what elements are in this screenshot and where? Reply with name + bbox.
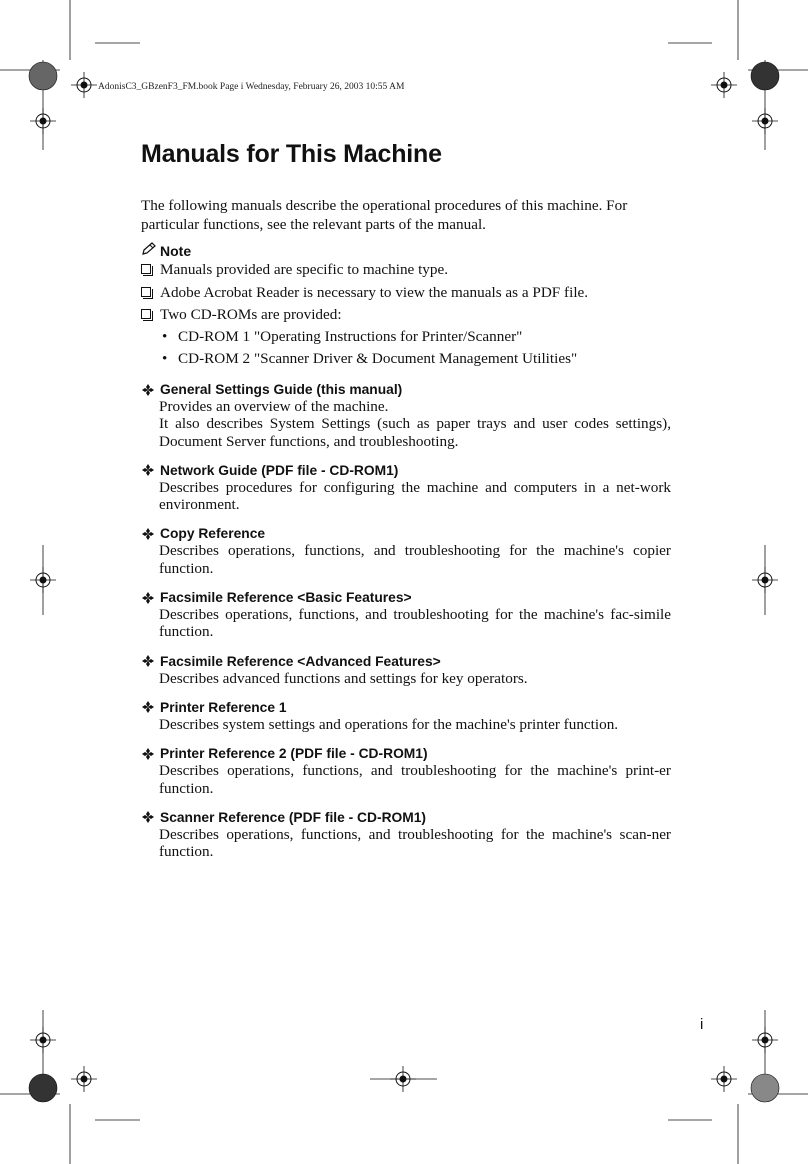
cd-rom-item: • CD-ROM 2 "Scanner Driver & Document Management Utilities" xyxy=(160,349,671,368)
note-heading xyxy=(141,242,191,259)
manual-entry xyxy=(141,589,671,641)
manual-description: Describes operations, functions, and troubleshooting for the machine's scan-ner function. xyxy=(159,825,671,861)
note-item: Adobe Acrobat Reader is necessary to view the manuals as a PDF file. xyxy=(141,283,671,302)
manual-title: Facsimile Reference <Basic Features> xyxy=(160,590,412,606)
page-number: i xyxy=(700,1016,704,1033)
manual-title: Scanner Reference (PDF file - CD-ROM1) xyxy=(160,809,427,825)
manual-title: General Settings Guide (this manual) xyxy=(160,382,403,397)
manual-description: Provides an overview of the machine. It also describes System Settings (such as paper trays and user codes settings), Document Server functions, and troubleshooting. xyxy=(159,398,671,450)
manual-entry xyxy=(141,699,671,733)
pencil-icon xyxy=(141,242,157,259)
manual-list xyxy=(141,381,671,872)
print-slug: AdonisC3_GBzenF3_FM.book Page i Wednesday, February 26, 2003 10:55 AM xyxy=(98,82,405,92)
manual-description: Describes operations, functions, and troubleshooting for the machine's fac-simile function. xyxy=(159,606,671,641)
checkbox-bullet-icon xyxy=(141,287,151,297)
note-list xyxy=(141,260,671,372)
manual-entry xyxy=(141,809,671,861)
manual-entry xyxy=(141,462,671,514)
diamond-bullet-icon xyxy=(141,527,155,541)
manual-description: Describes operations, functions, and troubleshooting for the machine's print-er function. xyxy=(159,762,671,797)
note-item: Manuals provided are specific to machine type. xyxy=(141,260,671,279)
manual-description: Describes advanced functions and settings for key operators. xyxy=(159,669,528,687)
checkbox-bullet-icon xyxy=(141,264,151,274)
diamond-bullet-icon xyxy=(141,383,155,397)
manual-title: Network Guide (PDF file - CD-ROM1) xyxy=(160,462,399,478)
diamond-bullet-icon xyxy=(141,463,155,477)
diamond-bullet-icon xyxy=(141,591,155,605)
manual-description: Describes system settings and operations for the machine's printer function. xyxy=(159,715,619,733)
diamond-bullet-icon xyxy=(141,700,155,714)
cd-rom-list xyxy=(160,327,671,368)
manual-description: Describes procedures for configuring the machine and computers in a net-work environment. xyxy=(159,478,671,514)
checkbox-bullet-icon xyxy=(141,309,151,319)
intro-paragraph: The following manuals describe the operational procedures of this machine. For particular functions, see the relevant parts of the manual. xyxy=(141,197,628,233)
manual-description: Describes operations, functions, and troubleshooting for the machine's copier function. xyxy=(159,542,671,577)
diamond-bullet-icon xyxy=(141,810,155,824)
manual-entry xyxy=(141,525,671,577)
manual-title: Printer Reference 1 xyxy=(160,699,287,715)
page-title: Manuals for This Machine xyxy=(141,140,442,168)
diamond-bullet-icon xyxy=(141,747,155,761)
manual-entry xyxy=(141,745,671,797)
note-item: Two CD-ROMs are provided: • CD-ROM 1 "Operating Instructions for Printer/Scanner" • CD-ROM 2 "Scanner Driver & Document Management Utilities" xyxy=(141,305,671,368)
manual-entry xyxy=(141,653,671,687)
diamond-bullet-icon xyxy=(141,654,155,668)
manual-title: Printer Reference 2 (PDF file - CD-ROM1) xyxy=(160,746,428,762)
cd-rom-item: • CD-ROM 1 "Operating Instructions for Printer/Scanner" xyxy=(160,327,671,346)
manual-title: Copy Reference xyxy=(160,526,266,542)
manual-title: Facsimile Reference <Advanced Features> xyxy=(160,653,441,669)
note-heading-label: Note xyxy=(160,242,192,259)
manual-entry xyxy=(141,381,671,450)
